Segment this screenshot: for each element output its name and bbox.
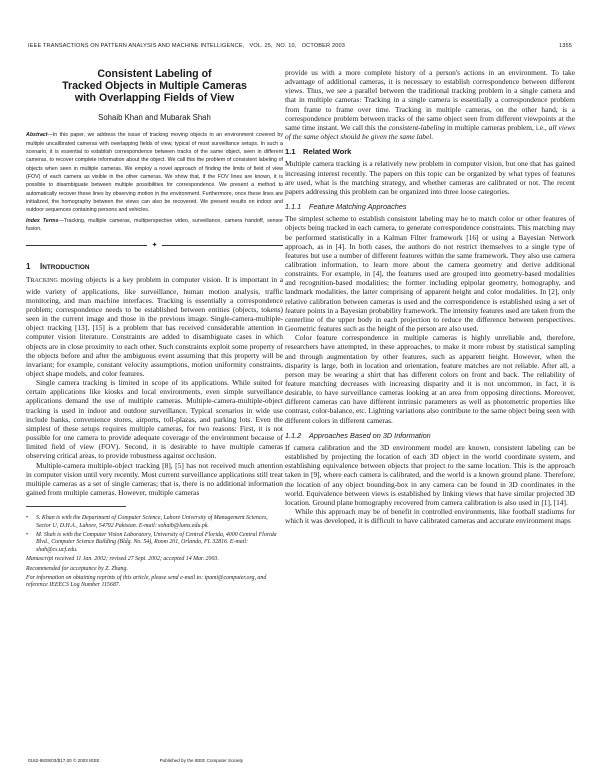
footnote-received: Manuscript received 11 Jan. 2002; revised 27 Sept. 2002; accepted 14 Mar. 2003. xyxy=(26,556,219,563)
header-page-number: 1355 xyxy=(558,43,572,49)
title-line-3: with Overlapping Fields of View xyxy=(74,92,235,104)
header-volume: VOL. 25, xyxy=(249,43,273,49)
feature-matching-paragraph-2: Color feature correspondence in multiple cameras is highly unreliable and, therefore, researchers have attempted, in these approaches, to make it more robust by statistical sampling and through augmentation by other features, such as apparent height. However, when the disparity is large, both in location and orientation, feature matches are not reliable. After all, a person may be wearing a shirt that has different colors on front and back. The reliability of feature matching decreases with increasing disparity and it is not uncommon, in fact, it is desirable, to have surveillance cameras looking at an area from opposing directions. Moreover, different cameras can have different intrinsic parameters as well as photometric properties like contrast, color-balance, etc. Lighting variations also contribute to the same object being seen with different colors in different cameras. xyxy=(285,333,575,425)
footnote-affiliation-1: • S. Khan is with the Department of Computer Science, Lahore University of Management Sciences, Sector U, D.H.A., Lahore, 54792 Pakistan. E-mail: sohaib@lums.edu.pk. xyxy=(26,515,268,529)
abstract-text: —In this paper, we address the issue of tracking moving objects in an environment covered by multiple uncalibrated cameras with overlapping fields of view, typical of most surveillance setups. In such a scenario, it is essential to establish correspondence between tracks of the same object, seen in different cameras, to recover complete information about the object. We call this the problem of consistent labeling of objects when seen in multiple cameras. We employ a novel approach of finding the limits of field of view (FOV) of each camera as visible in the other cameras. We show that, if the FOV lines are known, it is possible to disambiguate between multiple possibilities for correspondence. We present a method to automatically recover these lines by observing motion in the environment. Furthermore, once these lines are initialized, the homography between the views can also be recovered. We present results on indoor and outdoor sequences containing persons and vehicles. xyxy=(26,132,283,214)
footnote-reprints: For information on obtaining reprints of this article, please send e-mail to: tpami@computer.org, and reference IEEECS Log Number 115687. xyxy=(26,575,267,589)
intro-paragraph-3: Multiple-camera multiple-object tracking [8], [5] has not received much attention in computer vision until very recently. Most current surveillance applications still treat multiple cameras as a set of single cameras; that is, there is no additional information gained from multiple cameras. However, multiple cameras xyxy=(26,460,283,498)
section-title: INTRODUCTION xyxy=(40,262,90,272)
intro-paragraph-continued: provide us with a more complete history of a person's actions in an environment. To take advantage of additional cameras, it is necessary to establish correspondence between different views. Thus, we see a parallel between the traditional tracking problem in a single camera and that in multiple cameras: Tracking in a single camera is essentially a correspondence problem from frame to frame over time. Tracking in multiple cameras, on the other hand, is a correspondence problem between tracks of the same object seen from different viewpoints at the same time instant. We call this the consistent-labeling in multiple cameras problem, i.e., all views of the same object should be given the same label. xyxy=(285,68,575,142)
right-column xyxy=(285,68,575,525)
paper-title xyxy=(26,68,283,104)
header-number: NO. 10, xyxy=(276,43,297,49)
header-journal-info xyxy=(28,43,345,49)
section-number: 1 xyxy=(26,262,31,272)
drop-cap: T xyxy=(26,275,31,285)
section-divider xyxy=(26,242,283,248)
intro-paragraph-2: Single camera tracking is limited in scope of its applications. While suited for certain applications like kiosks and local environments, even simple surveillance applications demand the use of multiple cameras. Multiple-camera-multiple-object tracking is used in indoor and outdoor surveillance. Typical scenarios in wide use include banks, convenience stores, airports, toll-plazas, and parking lots. Even the simplest of these setups requires multiple cameras, for two reasons: First, it is not possible for one camera to provide adequate coverage of the environment because of limited field of view (FOV). Second, it is desirable to have multiple cameras observing critical areas, to provide robustness against occlusion. xyxy=(26,378,283,461)
left-column xyxy=(26,68,283,590)
issn-code: 0162-8828/03/$17.00 © 2003 IEEE xyxy=(28,758,100,763)
authors: Sohaib Khan and Mubarak Shah xyxy=(98,113,211,122)
drop-cap-rest: RACKING xyxy=(30,278,58,285)
title-line-1: Consistent Labeling of xyxy=(97,68,212,80)
header-journal: IEEE TRANSACTIONS ON PATTERN ANALYSIS AND MACHINE INTELLIGENCE, xyxy=(28,43,245,49)
divider-line-right xyxy=(162,245,283,246)
footnote-recommended: Recommended for acceptance by Z. Zhang. xyxy=(26,565,128,572)
index-terms-label: Index Terms xyxy=(26,217,59,224)
3d-information-paragraph-2: While this approach may be of benefit in controlled environments, like football stadiums for which it was developed, it is difficult to have calibrated cameras and accurate environment maps xyxy=(285,507,575,526)
running-header xyxy=(28,43,572,49)
divider-diamond-icon: ✦ xyxy=(151,241,158,250)
section-heading-introduction xyxy=(26,262,283,272)
bullet-icon: • xyxy=(26,515,29,522)
footnote-rule xyxy=(26,506,126,511)
related-work-paragraph: Multiple camera tracking is a relatively new problem in computer vision, but one that has gained increasing interest recently. The papers on this topic can be organized by what types of features are used, what is the matching strategy, and whether cameras are calibrated or not. The recent papers addressing this problem can be organized into three loose categories. xyxy=(285,159,575,196)
index-terms-text: —Tracking, multiple cameras, multiperspective video, surveillance, camera handoff, sensor fusion. xyxy=(26,217,283,232)
subsection-heading-related-work: 1.1 Related Work xyxy=(285,147,352,157)
bottom-publication-line xyxy=(28,758,243,763)
subsubsection-heading-3d-information: 1.1.2 Approaches Based on 3D Information xyxy=(285,430,431,440)
intro-paragraph-1: TRACKING moving objects is a key problem in computer vision. It is important in a wide variety of applications, like surveillance, human motion analysis, traffic monitoring, and man machine interfaces. Tracking is essentially a correspondence problem; correspondence needs to be established between entities (objects, tokens) seen in the current image and those in the previous image. Single-camera-multiple-object tracking [13], [15] is a problem that has received considerable attention in computer vision literature. Constraints are added to disambiguate cases in which objects are in close proximity to each other. Such constraints exploit some property of the objects before and after the ambiguous event assuming that this property will be invariant; for example, constant velocity assumptions, motion uniformity constraints, object shape models, and color features. xyxy=(26,275,283,378)
footnotes xyxy=(26,515,283,590)
index-terms xyxy=(26,217,283,234)
title-line-2: Tracked Objects in Multiple Cameras xyxy=(62,80,247,92)
footnote-affiliation-2: • M. Shah is with the Computer Vision Laboratory, University of Central Florida, 4000 Central Florida Blvd., Computer Science Building (Bldg. No. 54), Room 201, Orlando, FL 32816. E-mail: shah@cs.ucf.edu. xyxy=(26,532,277,553)
subsubsection-heading-feature-matching: 1.1.1 Feature Matching Approaches xyxy=(285,202,407,212)
abstract-label: Abstract xyxy=(26,132,48,139)
divider-line-left xyxy=(26,245,147,246)
3d-information-paragraph-1: If camera calibration and the 3D environment model are known, consistent labeling can be established by projecting the location of each 3D object in the world coordinate system, and establishing equivalence between objects that project to the same location. This is the approach taken in [9], where each camera is calibrated, and the world is a known ground plane. Therefore, the location of any object bounding-box in any camera can be found in 3D coordinates in the world. Equivalence between views is established by linking views that have similar projected 3D location. Ground plane homography recovered from camera calibration is also used in [1], [14]. xyxy=(285,442,575,507)
feature-matching-paragraph-1: The simplest scheme to establish consistent labeling may be to match color or other features of objects being tracked in each camera, to generate correspondence constraints. This matching may be performed statistically in a Kalman Filter framework [16] or using a Bayesian Network approach, as in [4]. In both cases, the authors do not restrict themselves to a single type of features but use a number of different features within the same framework. They also use camera calibration information, to learn more about the camera geometry and derive additional constraints. For example, in [4], the features used are grouped into geometry-based modalities and recognition-based modalities; the former including epipolar geometry, homography, and landmark modalities, the latter comprising of apparent height and color modalities. In [2], only relative calibration between cameras is used and the correspondence is established using a set of feature points in a Bayesian probability framework. The intensity features used are taken from the centerline of the upper body in each projection to reduce the difference between perspectives. Geometric features such as the height of the person are also used. xyxy=(285,214,575,334)
abstract xyxy=(26,131,283,214)
publisher-line: Published by the IEEE Computer Society xyxy=(159,758,244,763)
bullet-icon: • xyxy=(26,532,29,538)
header-date: OCTOBER 2003 xyxy=(301,43,345,49)
